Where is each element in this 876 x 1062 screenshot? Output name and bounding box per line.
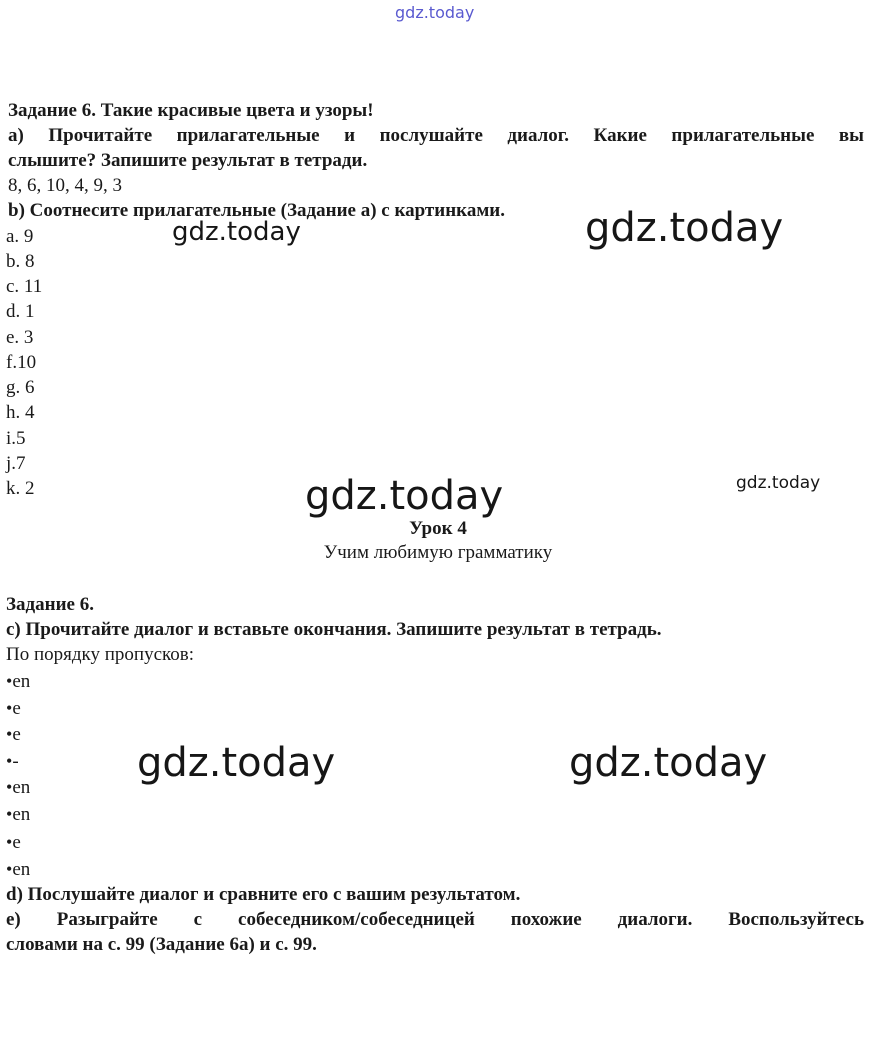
bullet-icon: •	[6, 724, 13, 744]
match-item: g. 6	[6, 377, 35, 398]
ending-item: •e	[6, 832, 21, 853]
task-a-line1: a) Прочитайте прилагательные и послушайте диалог. Какие прилагательные вы	[8, 125, 864, 146]
task-d: d) Послушайте диалог и сравните его с вашим результатом.	[6, 884, 521, 905]
answer-a: 8, 6, 10, 4, 9, 3	[8, 175, 122, 196]
bullet-icon: •	[6, 777, 13, 797]
section1-title: Задание 6. Такие красивые цвета и узоры!	[8, 100, 374, 121]
watermark: gdz.today	[305, 473, 504, 519]
task-a-line2: слышите? Запишите результат в тетради.	[8, 150, 368, 171]
match-item: c. 11	[6, 276, 43, 297]
bullet-icon: •	[6, 859, 13, 879]
task-e-line1: e) Разыграйте с собеседником/собеседницей похожие диалоги. Воспользуйтесь	[6, 909, 864, 930]
match-item: b. 8	[6, 251, 35, 272]
match-item: k. 2	[6, 478, 35, 499]
match-item: j.7	[6, 453, 26, 474]
task-b: b) Соотнесите прилагательные (Задание а) с картинками.	[8, 200, 505, 221]
ending-item: •en	[6, 859, 31, 880]
match-item: d. 1	[6, 301, 35, 322]
bullet-icon: •	[6, 751, 13, 771]
watermark: gdz.today	[172, 217, 301, 247]
watermark: gdz.today	[137, 740, 336, 786]
match-item: a. 9	[6, 226, 34, 247]
ending-item: •e	[6, 724, 21, 745]
match-item: e. 3	[6, 327, 34, 348]
bullet-icon: •	[6, 832, 13, 852]
watermark: gdz.today	[736, 473, 821, 493]
match-item: f.10	[6, 352, 37, 373]
bullet-icon: •	[6, 698, 13, 718]
watermark: gdz.today	[569, 740, 768, 786]
ending-item: •en	[6, 777, 31, 798]
watermark: gdz.today	[585, 205, 784, 251]
endings-intro: По порядку пропусков:	[6, 644, 195, 665]
match-item: i.5	[6, 428, 26, 449]
ending-item: •e	[6, 698, 21, 719]
bullet-icon: •	[6, 671, 13, 691]
section2-title: Задание 6.	[6, 594, 94, 615]
match-item: h. 4	[6, 402, 35, 423]
lesson-title: Урок 4	[409, 518, 467, 539]
ending-item: •en	[6, 671, 31, 692]
ending-item: •-	[6, 751, 19, 772]
bullet-icon: •	[6, 804, 13, 824]
task-e-line2: словами на с. 99 (Задание 6a) и с. 99.	[6, 934, 317, 955]
lesson-subtitle: Учим любимую грамматику	[323, 542, 553, 563]
ending-item: •en	[6, 804, 31, 825]
task-c: c) Прочитайте диалог и вставьте окончания. Запишите результат в тетрадь.	[6, 619, 662, 640]
watermark-top: gdz.today	[395, 3, 475, 22]
